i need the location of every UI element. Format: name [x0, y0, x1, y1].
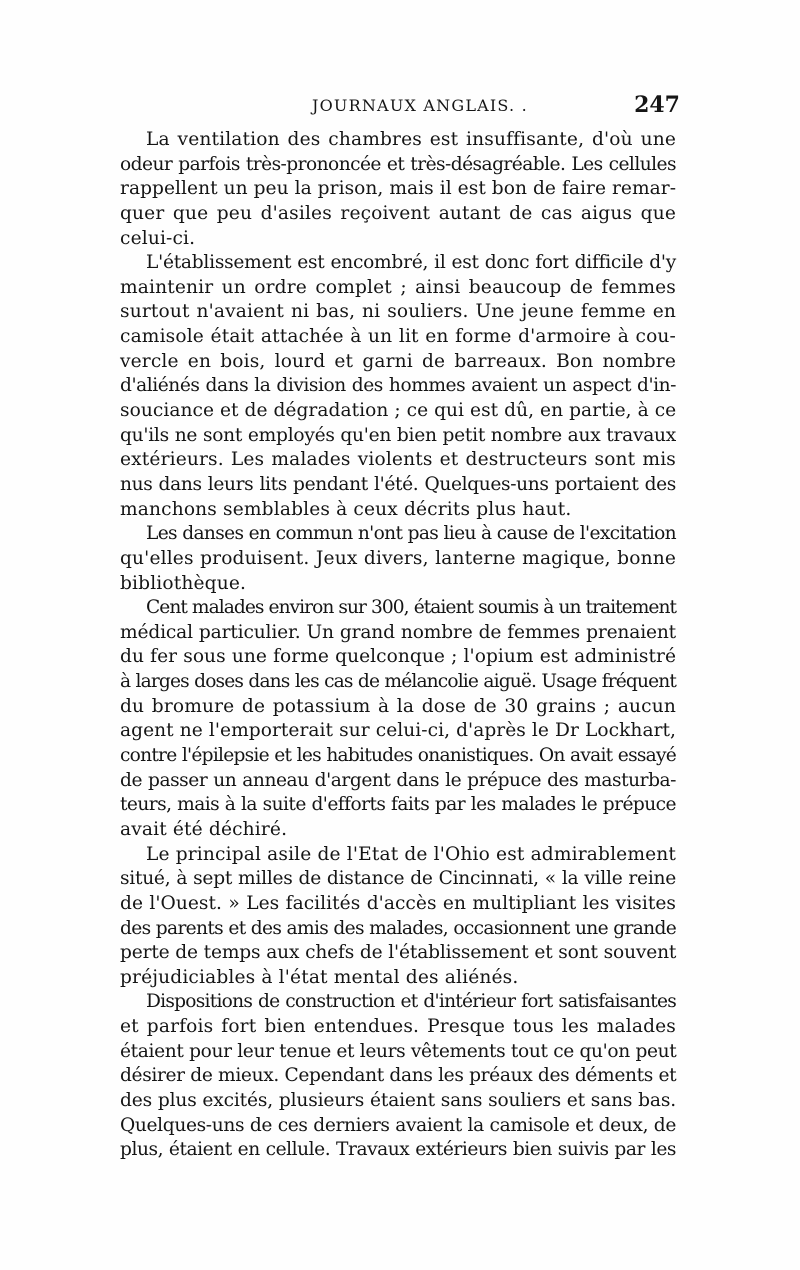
body-text [120, 128, 676, 1163]
text-line: Les danses en commun n'ont pas lieu à cause de l'excitation [146, 523, 676, 545]
text-line: maintenir un ordre complet ; ainsi beaucoup de femmes [120, 276, 676, 298]
text-line: situé, à sept milles de distance de Cincinnati, « la ville reine [120, 868, 676, 890]
text-line: plus, étaient en cellule. Travaux extérieurs bien suivis par les [120, 1139, 676, 1161]
text-line: odeur parfois très-prononcée et très-désagréable. Les cellules [120, 153, 676, 175]
text-line: Dispositions de construction et d'intérieur fort satisfaisantes [146, 991, 676, 1013]
text-line: préjudiciables à l'état mental des aliénés. [120, 966, 519, 988]
text-line: teurs, mais à la suite d'efforts faits par les malades le prépuce [120, 794, 676, 816]
text-line: vercle en bois, lourd et garni de barreaux. Bon nombre [120, 350, 676, 372]
text-line: Cent malades environ sur 300, étaient soumis à un traitement [146, 597, 676, 619]
text-line: Quelques-uns de ces derniers avaient la camisole et deux, de [120, 1114, 676, 1136]
text-line: agent ne l'emporterait sur celui-ci, d'après le Dr Lockhart, [120, 720, 676, 742]
text-line: d'aliénés dans la division des hommes avaient un aspect d'in- [120, 375, 676, 397]
text-line: L'établissement est encombré, il est donc fort difficile d'y [146, 252, 676, 274]
text-line: étaient pour leur tenue et leurs vêtements tout ce qu'on peut [120, 1040, 677, 1062]
text-line: des plus excités, plusieurs étaient sans souliers et sans bas. [120, 1089, 676, 1111]
running-title: JOURNAUX ANGLAIS. . [312, 96, 528, 115]
text-line: avait été déchiré. [120, 818, 288, 840]
text-line: surtout n'avaient ni bas, ni souliers. Une jeune femme en [120, 301, 676, 323]
text-line: médical particulier. Un grand nombre de femmes prenaient [120, 621, 676, 643]
text-line: qu'elles produisent. Jeux divers, lanterne magique, bonne [120, 547, 676, 569]
text-line: bibliothèque. [120, 572, 247, 594]
text-line: contre l'épilepsie et les habitudes onanistiques. On avait essayé [120, 745, 676, 767]
page-number: 247 [634, 92, 680, 118]
text-line: et parfois fort bien entendues. Presque tous les malades [120, 1016, 676, 1038]
text-line: nus dans leurs lits pendant l'été. Quelques-uns portaient des [120, 473, 676, 495]
text-line: des parents et des amis des malades, occasionnent une grande [120, 917, 677, 939]
text-line: perte de temps aux chefs de l'établissement et sont souvent [120, 942, 677, 964]
text-line: de passer un anneau d'argent dans le prépuce des masturba- [120, 769, 676, 791]
text-line: du fer sous une forme quelconque ; l'opium est administré [120, 646, 676, 668]
text-line: manchons semblables à ceux décrits plus haut. [120, 498, 572, 520]
text-line: désirer de mieux. Cependant dans les préaux des déments et [120, 1065, 677, 1087]
text-line: de l'Ouest. » Les facilités d'accès en multipliant les visites [120, 892, 676, 914]
text-line: rappellent un peu la prison, mais il est bon de faire remar- [120, 178, 677, 200]
text-line: souciance et de dégradation ; ce qui est dû, en partie, à ce [120, 400, 677, 422]
text-line: quer que peu d'asiles reçoivent autant de cas aigus que [120, 202, 676, 224]
text-line: à larges doses dans les cas de mélancolie aiguë. Usage fréquent [120, 671, 676, 693]
text-line: du bromure de potassium à la dose de 30 grains ; aucun [120, 695, 676, 717]
text-line: camisole était attachée à un lit en forme d'armoire à cou- [120, 326, 676, 348]
running-head [120, 93, 680, 119]
text-line: extérieurs. Les malades violents et destructeurs sont mis [120, 449, 676, 471]
text-line: qu'ils ne sont employés qu'en bien petit nombre aux travaux [120, 424, 676, 446]
text-line: celui-ci. [120, 227, 196, 249]
text-line: La ventilation des chambres est insuffisante, d'où une [146, 129, 676, 150]
text-line: Le principal asile de l'Etat de l'Ohio est admirablement [146, 843, 676, 865]
